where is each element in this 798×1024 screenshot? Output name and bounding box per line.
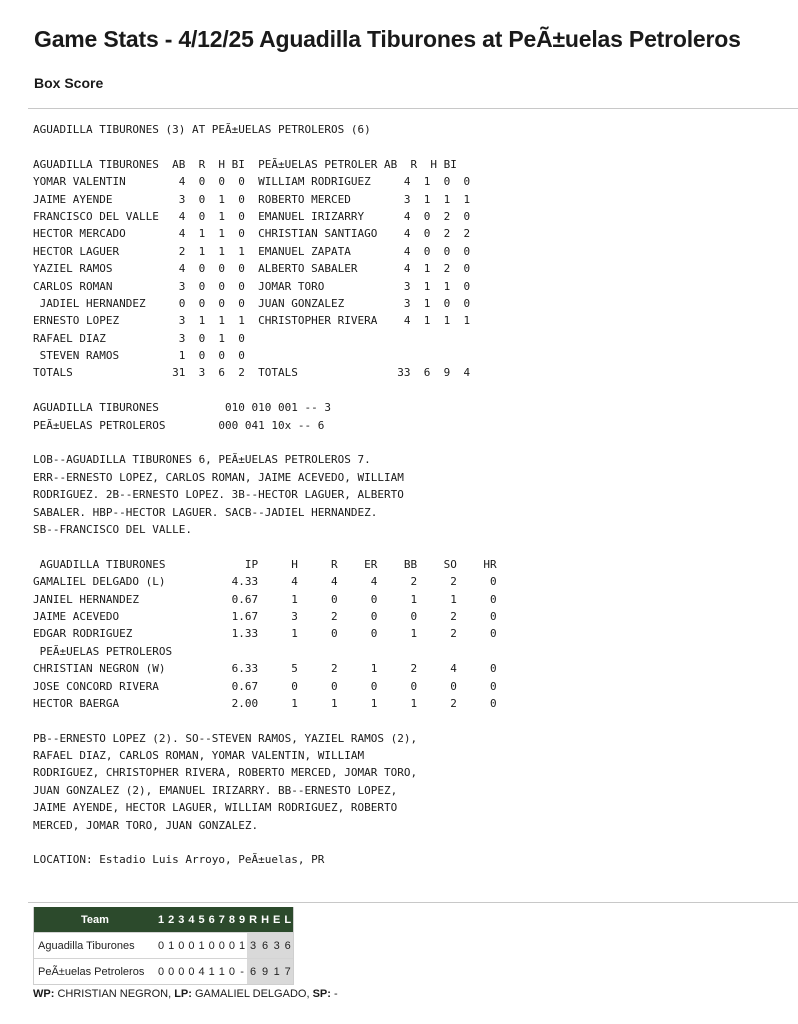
box-line: LOCATION: Estadio Luis Arroyo, PeÃ±uelas, PR — [33, 853, 325, 867]
sp-value: - — [330, 988, 338, 1000]
box-score-heading: Box Score — [34, 75, 104, 91]
linescore-table — [33, 907, 294, 985]
linescore-total-cell: 6 — [247, 959, 259, 985]
box-line: STEVEN RAMOS 1 0 0 0 — [33, 349, 245, 363]
linescore-total-cell: 6 — [282, 933, 293, 959]
wp-label: WP: — [33, 988, 55, 1000]
sp-label: SP: — [312, 988, 331, 1000]
box-line — [33, 138, 497, 155]
box-line: PEÃ±UELAS PETROLEROS 000 041 10x -- 6 — [33, 418, 325, 432]
box-line: CHRISTIAN NEGRON (W) 6.33 5 2 1 2 4 0 — [33, 662, 497, 676]
linescore-row — [34, 933, 294, 959]
box-line: AGUADILLA TIBURONES AB R H BI PEÃ±UELAS PETROLER AB R H BI — [33, 157, 457, 171]
linescore-inning-cell: 4 — [197, 959, 207, 985]
linescore-inning-cell: 0 — [227, 959, 237, 985]
box-line: JAIME AYENDE, HECTOR LAGUER, WILLIAM RODRIGUEZ, ROBERTO — [33, 801, 398, 815]
box-line: AGUADILLA TIBURONES 010 010 001 -- 3 — [33, 401, 332, 415]
linescore-inning-cell: 0 — [227, 933, 237, 959]
box-line: GAMALIEL DELGADO (L) 4.33 4 4 4 2 2 0 — [33, 575, 497, 589]
divider-top — [28, 108, 798, 109]
box-line: JAIME ACEVEDO 1.67 3 2 0 0 2 0 — [33, 609, 497, 623]
linescore-inning-cell: 1 — [217, 959, 227, 985]
pitching-decisions — [33, 988, 338, 1000]
linescore-inning-cell: 1 — [197, 933, 207, 959]
linescore-inning-cell: 0 — [156, 933, 166, 959]
box-score-text — [33, 121, 497, 869]
linescore-header-1: 1 — [156, 907, 166, 933]
linescore-header-7: 7 — [217, 907, 227, 933]
linescore-inning-cell: 1 — [237, 933, 247, 959]
linescore-inning-cell: - — [237, 959, 247, 985]
linescore-header-row — [34, 907, 294, 933]
linescore-inning-cell: 0 — [166, 959, 176, 985]
box-line — [33, 834, 497, 851]
box-line: YAZIEL RAMOS 4 0 0 0 ALBERTO SABALER 4 1 2 0 — [33, 262, 471, 276]
linescore-total-cell: 3 — [271, 933, 282, 959]
box-line: RODRIGUEZ. 2B--ERNESTO LOPEZ. 3B--HECTOR LAGUER, ALBERTO — [33, 488, 404, 502]
box-line: HECTOR MERCADO 4 1 1 0 CHRISTIAN SANTIAGO 4 0 2 2 — [33, 227, 471, 241]
linescore-header-4: 4 — [186, 907, 196, 933]
box-line: SB--FRANCISCO DEL VALLE. — [33, 522, 192, 536]
linescore-inning-cell: 0 — [207, 933, 217, 959]
linescore-header-team: Team — [34, 907, 157, 933]
box-line: JUAN GONZALEZ (2), EMANUEL IRIZARRY. BB--ERNESTO LOPEZ, — [33, 783, 398, 797]
linescore-total-cell: 1 — [271, 959, 282, 985]
linescore-inning-cell: 1 — [166, 933, 176, 959]
linescore-team-name: PeÃ±uelas Petroleros — [34, 959, 157, 985]
linescore-header-r: R — [247, 907, 259, 933]
linescore-inning-cell: 0 — [176, 959, 186, 985]
linescore-header-l: L — [282, 907, 293, 933]
box-line: ERNESTO LOPEZ 3 1 1 1 CHRISTOPHER RIVERA 4 1 1 1 — [33, 314, 471, 328]
linescore-inning-cell: 0 — [156, 959, 166, 985]
wp-value: CHRISTIAN NEGRON, — [54, 988, 175, 1000]
box-line: LOB--AGUADILLA TIBURONES 6, PEÃ±UELAS PETROLEROS 7. — [33, 453, 371, 467]
linescore-header-e: E — [271, 907, 282, 933]
box-line: RAFAEL DIAZ 3 0 1 0 — [33, 331, 245, 345]
box-line: JAIME AYENDE 3 0 1 0 ROBERTO MERCED 3 1 1 1 — [33, 192, 471, 206]
box-line: FRANCISCO DEL VALLE 4 0 1 0 EMANUEL IRIZARRY 4 0 2 0 — [33, 209, 471, 223]
linescore-inning-cell: 0 — [186, 959, 196, 985]
linescore-header-h: H — [259, 907, 271, 933]
linescore-team-name: Aguadilla Tiburones — [34, 933, 157, 959]
linescore-header-2: 2 — [166, 907, 176, 933]
linescore-header-5: 5 — [197, 907, 207, 933]
linescore-inning-cell: 0 — [176, 933, 186, 959]
linescore-total-cell: 7 — [282, 959, 293, 985]
box-line: HECTOR LAGUER 2 1 1 1 EMANUEL ZAPATA 4 0 0 0 — [33, 244, 471, 258]
box-line: ERR--ERNESTO LOPEZ, CARLOS ROMAN, JAIME ACEVEDO, WILLIAM — [33, 470, 404, 484]
box-line: JANIEL HERNANDEZ 0.67 1 0 0 1 1 0 — [33, 592, 497, 606]
linescore-inning-cell: 0 — [217, 933, 227, 959]
linescore-header-3: 3 — [176, 907, 186, 933]
box-line: RODRIGUEZ, CHRISTOPHER RIVERA, ROBERTO MERCED, JOMAR TORO, — [33, 766, 418, 780]
linescore-total-cell: 9 — [259, 959, 271, 985]
divider-bottom — [28, 902, 798, 903]
box-line: JADIEL HERNANDEZ 0 0 0 0 JUAN GONZALEZ 3 1 0 0 — [33, 296, 471, 310]
lp-value: GAMALIEL DELGADO, — [191, 988, 313, 1000]
linescore-total-cell: 3 — [247, 933, 259, 959]
box-line: PEÃ±UELAS PETROLEROS — [33, 644, 173, 658]
linescore-header-9: 9 — [237, 907, 247, 933]
linescore-header-8: 8 — [227, 907, 237, 933]
page-title: Game Stats - 4/12/25 Aguadilla Tiburones at PeÃ±uelas Petroleros — [34, 26, 741, 52]
box-line: JOSE CONCORD RIVERA 0.67 0 0 0 0 0 0 — [33, 679, 497, 693]
box-line: YOMAR VALENTIN 4 0 0 0 WILLIAM RODRIGUEZ 4 1 0 0 — [33, 175, 471, 189]
box-line: HECTOR BAERGA 2.00 1 1 1 1 2 0 — [33, 696, 497, 710]
box-line: AGUADILLA TIBURONES IP H R ER BB SO HR — [33, 557, 497, 571]
box-line: AGUADILLA TIBURONES (3) AT PEÃ±UELAS PETROLEROS (6) — [33, 123, 371, 136]
box-line — [33, 538, 497, 555]
box-line: CARLOS ROMAN 3 0 0 0 JOMAR TORO 3 1 1 0 — [33, 279, 471, 293]
box-line: MERCED, JOMAR TORO, JUAN GONZALEZ. — [33, 818, 259, 832]
box-line: RAFAEL DIAZ, CARLOS ROMAN, YOMAR VALENTIN, WILLIAM — [33, 749, 365, 763]
linescore-header-6: 6 — [207, 907, 217, 933]
box-line: SABALER. HBP--HECTOR LAGUER. SACB--JADIEL HERNANDEZ. — [33, 505, 378, 519]
linescore-inning-cell: 0 — [186, 933, 196, 959]
lp-label: LP: — [174, 988, 192, 1000]
linescore-inning-cell: 1 — [207, 959, 217, 985]
linescore-total-cell: 6 — [259, 933, 271, 959]
box-line — [33, 712, 497, 729]
linescore-row — [34, 959, 294, 985]
box-line: TOTALS 31 3 6 2 TOTALS 33 6 9 4 — [33, 366, 471, 380]
box-line — [33, 434, 497, 451]
box-line — [33, 382, 497, 399]
box-line: EDGAR RODRIGUEZ 1.33 1 0 0 1 2 0 — [33, 627, 497, 641]
box-line: PB--ERNESTO LOPEZ (2). SO--STEVEN RAMOS, YAZIEL RAMOS (2), — [33, 731, 418, 745]
